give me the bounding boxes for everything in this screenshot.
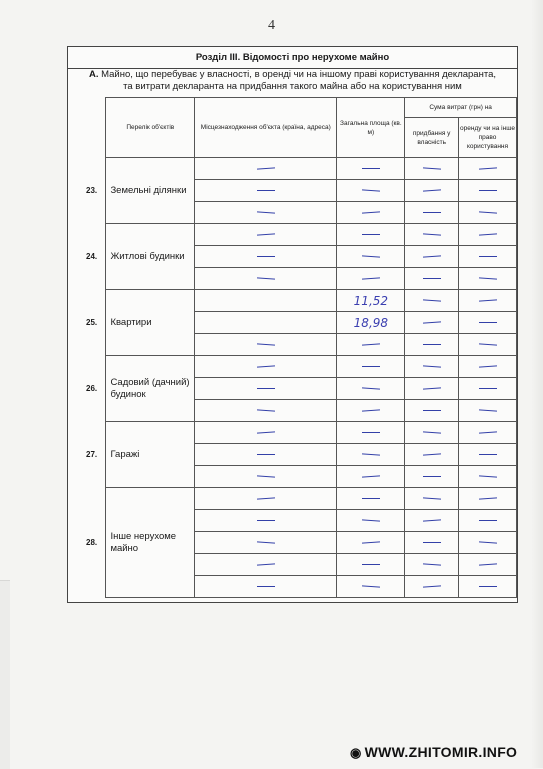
header-area: Загальна площа (кв. м) — [337, 98, 405, 158]
real-estate-table — [86, 97, 517, 598]
area-cell — [337, 224, 405, 246]
handwritten-dash — [257, 388, 275, 389]
rent-cell — [459, 466, 517, 488]
handwritten-dash — [362, 211, 380, 213]
location-cell — [195, 466, 337, 488]
area-cell — [337, 488, 405, 510]
handwritten-dash — [479, 256, 497, 257]
handwritten-dash — [257, 409, 275, 411]
page-edge — [531, 0, 543, 768]
acquisition-cell — [405, 290, 459, 312]
area-cell — [337, 378, 405, 400]
handwritten-dash — [362, 234, 380, 235]
object-type: Квартири — [106, 290, 195, 356]
location-cell — [195, 334, 337, 356]
acquisition-cell — [405, 334, 459, 356]
handwritten-dash — [479, 409, 497, 411]
handwritten-dash — [423, 167, 441, 169]
handwritten-dash — [362, 432, 380, 433]
handwritten-dash — [479, 299, 497, 301]
rent-cell — [459, 378, 517, 400]
handwritten-dash — [479, 563, 497, 565]
acquisition-cell — [405, 246, 459, 268]
globe-icon: ◉ — [350, 745, 362, 760]
handwritten-dash — [257, 256, 275, 257]
area-cell — [337, 400, 405, 422]
handwritten-dash — [479, 167, 497, 169]
location-cell — [195, 554, 337, 576]
location-cell — [195, 202, 337, 224]
handwritten-dash — [362, 343, 380, 345]
table-row — [86, 488, 517, 510]
area-cell — [337, 246, 405, 268]
handwritten-dash — [257, 277, 275, 279]
location-cell — [195, 180, 337, 202]
handwritten-dash — [257, 167, 275, 169]
area-cell — [337, 576, 405, 598]
area-cell — [337, 202, 405, 224]
handwritten-dash — [479, 520, 497, 521]
handwritten-dash — [257, 497, 275, 499]
handwritten-dash — [423, 453, 441, 455]
handwritten-dash — [423, 278, 441, 279]
area-cell — [337, 532, 405, 554]
handwritten-dash — [423, 519, 441, 521]
acquisition-cell — [405, 224, 459, 246]
area-cell — [337, 554, 405, 576]
handwritten-dash — [423, 476, 441, 477]
acquisition-cell — [405, 158, 459, 180]
location-cell — [195, 444, 337, 466]
location-cell — [195, 290, 337, 312]
handwritten-dash — [423, 585, 441, 587]
rent-cell — [459, 554, 517, 576]
rent-cell — [459, 268, 517, 290]
object-type: Інше нерухоме майно — [106, 488, 195, 598]
handwritten-dash — [362, 168, 380, 169]
handwritten-dash — [362, 255, 380, 257]
table-row — [86, 224, 517, 246]
area-cell — [337, 290, 405, 312]
location-cell — [195, 268, 337, 290]
header-rent: оренду чи на інше право користування — [459, 118, 517, 158]
location-cell — [195, 400, 337, 422]
handwritten-dash — [423, 233, 441, 235]
rent-cell — [459, 444, 517, 466]
rent-cell — [459, 334, 517, 356]
handwritten-dash — [257, 190, 275, 191]
handwritten-dash — [257, 343, 275, 345]
area-cell — [337, 444, 405, 466]
handwritten-dash — [479, 586, 497, 587]
subtitle-letter: А. — [88, 69, 99, 80]
handwritten-area: 11,52 — [353, 293, 389, 308]
handwritten-dash — [257, 586, 275, 587]
rent-cell — [459, 576, 517, 598]
area-cell — [337, 356, 405, 378]
handwritten-dash — [479, 233, 497, 235]
location-cell — [195, 532, 337, 554]
location-cell — [195, 378, 337, 400]
rent-cell — [459, 158, 517, 180]
handwritten-dash — [423, 431, 441, 433]
handwritten-dash — [479, 343, 497, 345]
area-cell — [337, 158, 405, 180]
handwritten-dash — [423, 299, 441, 301]
handwritten-dash — [423, 365, 441, 367]
row-number: 28. — [86, 538, 98, 547]
handwritten-dash — [479, 322, 497, 323]
handwritten-dash — [362, 519, 380, 521]
area-cell — [337, 466, 405, 488]
handwritten-dash — [423, 212, 441, 213]
handwritten-dash — [362, 387, 380, 389]
header-location: Місцезнаходження об'єкта (країна, адреса) — [195, 98, 337, 158]
acquisition-cell — [405, 488, 459, 510]
table-row — [86, 356, 517, 378]
table-row — [86, 422, 517, 444]
rent-cell — [459, 246, 517, 268]
acquisition-cell — [405, 378, 459, 400]
handwritten-dash — [479, 541, 497, 543]
acquisition-cell — [405, 444, 459, 466]
rent-cell — [459, 224, 517, 246]
object-type: Садовий (дачний) будинок — [106, 356, 195, 422]
handwritten-dash — [423, 410, 441, 411]
row-number: 23. — [86, 186, 98, 195]
acquisition-cell — [405, 202, 459, 224]
rent-cell — [459, 510, 517, 532]
rent-cell — [459, 180, 517, 202]
underlying-page-edge — [0, 580, 10, 769]
acquisition-cell — [405, 532, 459, 554]
location-cell — [195, 158, 337, 180]
row-number: 25. — [86, 318, 98, 327]
page-number: 4 — [268, 18, 275, 33]
header-list: Перелік об'єктів — [106, 98, 195, 158]
site-watermark: ◉ WWW.ZHITOMIR.INFO — [350, 744, 518, 760]
handwritten-dash — [423, 563, 441, 565]
acquisition-cell — [405, 356, 459, 378]
declaration-section-frame — [67, 46, 518, 603]
subtitle-line-1: Майно, що перебуває у власності, в оренді чи на іншому праві користування декларанта, — [101, 69, 497, 80]
handwritten-dash — [257, 211, 275, 213]
handwritten-dash — [479, 388, 497, 389]
handwritten-dash — [362, 585, 380, 587]
location-cell — [195, 224, 337, 246]
rent-cell — [459, 202, 517, 224]
area-cell — [337, 312, 405, 334]
area-cell — [337, 422, 405, 444]
handwritten-dash — [423, 321, 441, 323]
location-cell — [195, 510, 337, 532]
acquisition-cell — [405, 422, 459, 444]
location-cell — [195, 246, 337, 268]
acquisition-cell — [405, 180, 459, 202]
location-cell — [195, 312, 337, 334]
location-cell — [195, 356, 337, 378]
handwritten-dash — [423, 344, 441, 345]
handwritten-area: 18,98 — [353, 315, 389, 330]
handwritten-dash — [479, 475, 497, 477]
rent-cell — [459, 356, 517, 378]
acquisition-cell — [405, 268, 459, 290]
subtitle-line-2: та витрати декларанта на придбання такого майна або на користування ним — [123, 81, 462, 92]
row-number: 27. — [86, 450, 98, 459]
handwritten-dash — [423, 497, 441, 499]
handwritten-dash — [362, 498, 380, 499]
handwritten-dash — [423, 387, 441, 389]
handwritten-dash — [479, 190, 497, 191]
table-row — [86, 158, 517, 180]
acquisition-cell — [405, 554, 459, 576]
location-cell — [195, 488, 337, 510]
acquisition-cell — [405, 400, 459, 422]
handwritten-dash — [257, 475, 275, 477]
area-cell — [337, 180, 405, 202]
handwritten-dash — [257, 431, 275, 433]
handwritten-dash — [479, 431, 497, 433]
acquisition-cell — [405, 510, 459, 532]
handwritten-dash — [362, 366, 380, 367]
handwritten-dash — [362, 541, 380, 543]
rent-cell — [459, 488, 517, 510]
row-number: 24. — [86, 252, 98, 261]
table-row — [86, 290, 517, 312]
rent-cell — [459, 422, 517, 444]
section-subtitle — [68, 69, 517, 93]
object-type: Земельні ділянки — [106, 158, 195, 224]
handwritten-dash — [479, 365, 497, 367]
acquisition-cell — [405, 312, 459, 334]
handwritten-dash — [362, 475, 380, 477]
object-type: Житлові будинки — [106, 224, 195, 290]
handwritten-dash — [423, 255, 441, 257]
rent-cell — [459, 312, 517, 334]
handwritten-dash — [257, 520, 275, 521]
handwritten-dash — [257, 541, 275, 543]
handwritten-dash — [479, 211, 497, 213]
handwritten-dash — [362, 453, 380, 455]
handwritten-dash — [479, 454, 497, 455]
handwritten-dash — [362, 564, 380, 565]
section-title: Розділ III. Відомості про нерухоме майно — [68, 47, 517, 69]
rent-cell — [459, 290, 517, 312]
header-acquisition: придбання у власність — [405, 118, 459, 158]
area-cell — [337, 268, 405, 290]
handwritten-dash — [257, 563, 275, 565]
object-type: Гаражі — [106, 422, 195, 488]
handwritten-dash — [362, 277, 380, 279]
area-cell — [337, 334, 405, 356]
area-cell — [337, 510, 405, 532]
rent-cell — [459, 532, 517, 554]
handwritten-dash — [423, 542, 441, 543]
acquisition-cell — [405, 576, 459, 598]
handwritten-dash — [257, 454, 275, 455]
handwritten-dash — [362, 189, 380, 191]
handwritten-dash — [257, 365, 275, 367]
handwritten-dash — [479, 497, 497, 499]
handwritten-dash — [423, 189, 441, 191]
rent-cell — [459, 400, 517, 422]
handwritten-dash — [362, 409, 380, 411]
location-cell — [195, 576, 337, 598]
handwritten-dash — [479, 277, 497, 279]
header-costs: Сума витрат (грн) на — [405, 98, 517, 118]
row-number: 26. — [86, 384, 98, 393]
location-cell — [195, 422, 337, 444]
handwritten-dash — [257, 233, 275, 235]
acquisition-cell — [405, 466, 459, 488]
